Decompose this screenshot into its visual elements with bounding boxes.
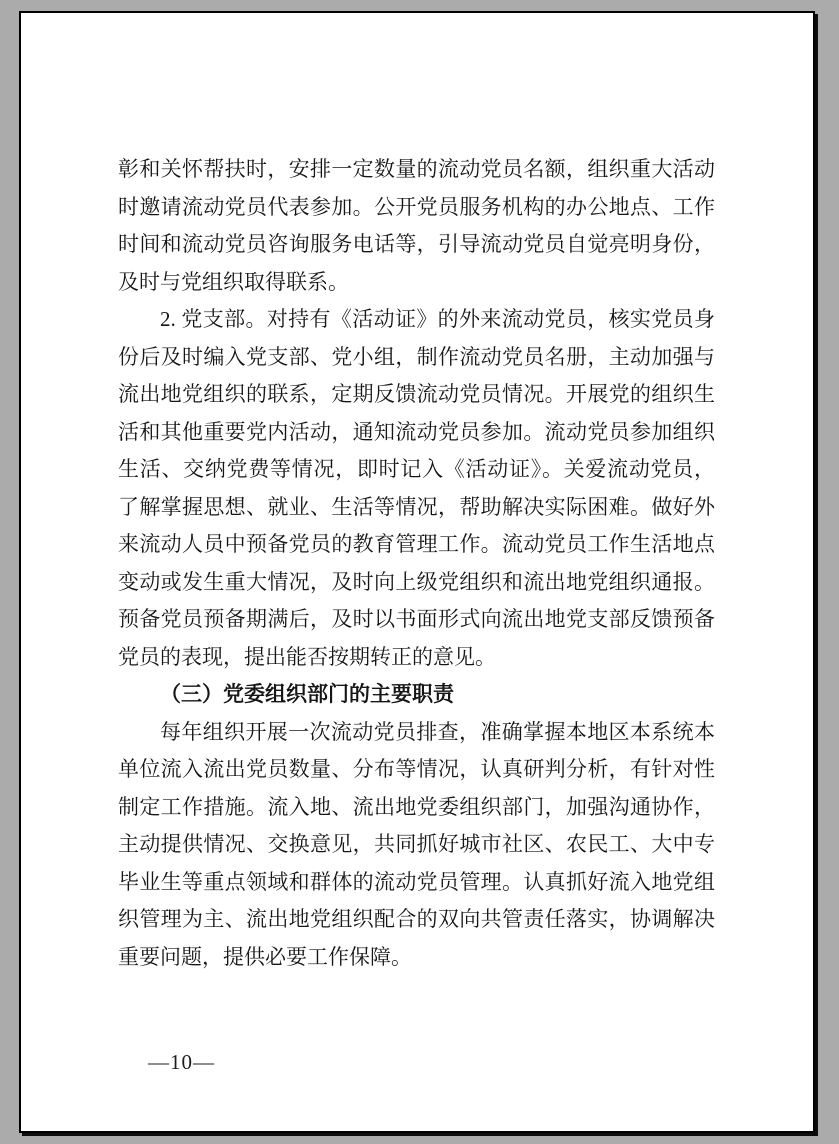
document-page xyxy=(19,11,815,1133)
body-paragraph-continuation: 彰和关怀帮扶时，安排一定数量的流动党员名额，组织重大活动时邀请流动党员代表参加。公开党员服务机构的办公地点、工作时间和流动党员咨询服务电话等，引导流动党员自觉亮明身份，及时与党组织取得联系。 xyxy=(118,157,715,294)
section-heading: （三）党委组织部门的主要职责 xyxy=(160,682,454,706)
document-body xyxy=(118,151,715,976)
page-number: —10— xyxy=(148,1050,215,1074)
body-paragraph-party-branch-duties: 2. 党支部。对持有《活动证》的外来流动党员，核实党员身份后及时编入党支部、党小组，制作流动党员名册，主动加强与流出地党组织的联系，定期反馈流动党员情况。开展党的组织生活和其他重要党内活动，通知流动党员参加。流动党员参加组织生活、交纳党费等情况，即时记入《活动证》。关爱流动党员，了解掌握思想、就业、生活等情况，帮助解决实际困难。做好外来流动人员中预备党员的教育管理工作。流动党员工作生活地点变动或发生重大情况，及时向上级党组织和流出地党组织通报。预备党员预备期满后，及时以书面形式向流出地党支部反馈预备党员的表现，提出能否按期转正的意见。 xyxy=(118,307,715,669)
body-paragraph-org-department-duties: 每年组织开展一次流动党员排查，准确掌握本地区本系统本单位流入流出党员数量、分布等情况，认真研判分析，有针对性制定工作措施。流入地、流出地党委组织部门，加强沟通协作，主动提供情况、交换意见，共同抓好城市社区、农民工、大中专毕业生等重点领域和群体的流动党员管理。认真抓好流入地党组织管理为主、流出地党组织配合的双向共管责任落实，协调解决重要问题，提供必要工作保障。 xyxy=(118,719,715,969)
